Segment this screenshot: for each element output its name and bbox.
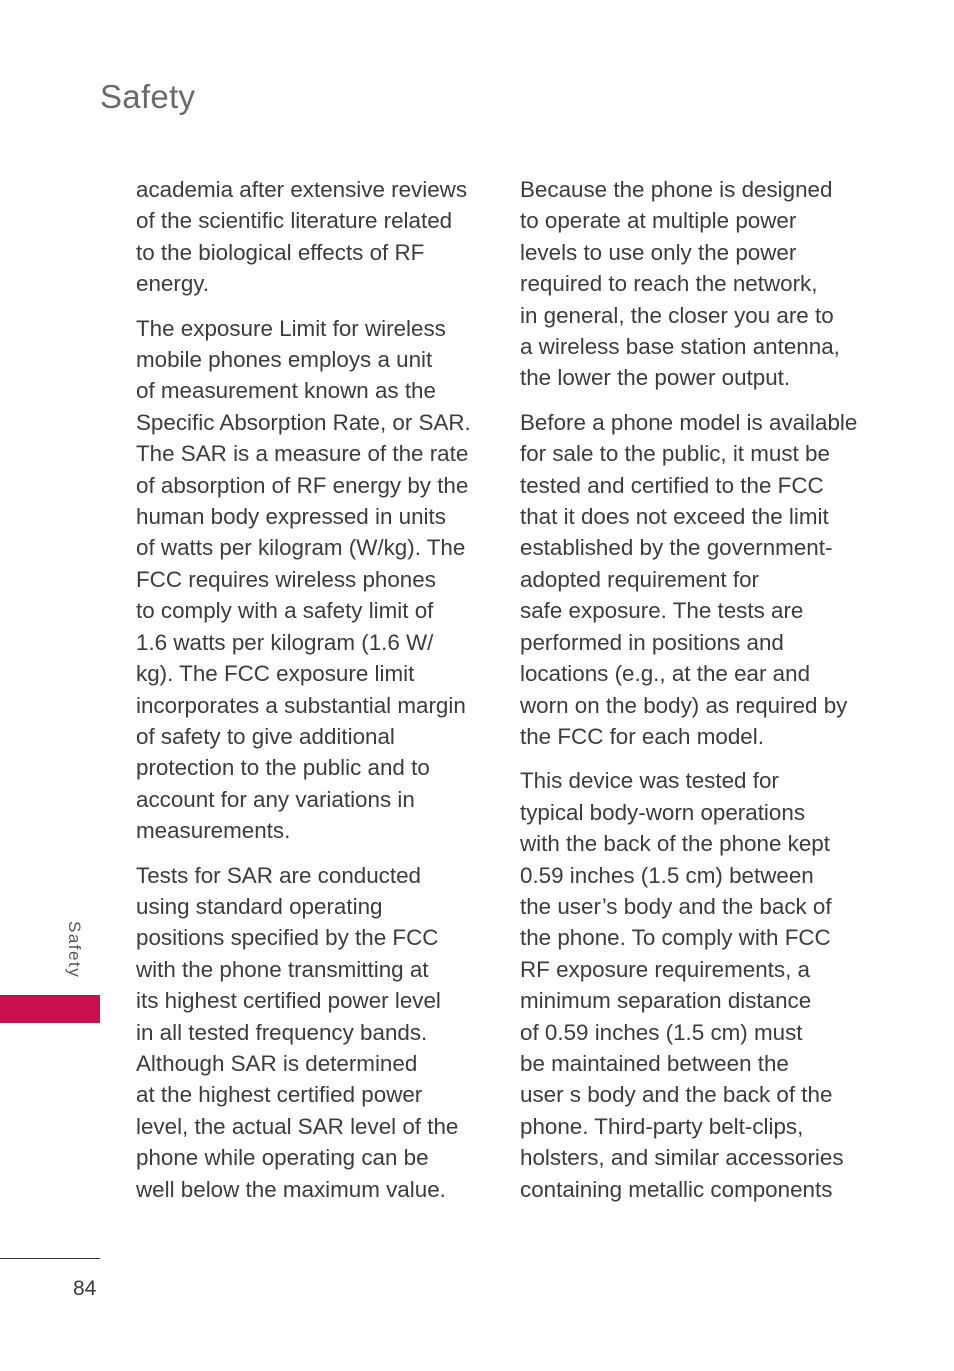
- page-title: Safety: [100, 78, 196, 115]
- footer-divider: [0, 1258, 100, 1259]
- paragraph-sar-tests: Tests for SAR are conducted using standard operating positions specified by the FCC with the phone transmitting at its highest certified power level in all tested frequency bands. Although SAR is determined at the highest certified power level, the actual SAR level of the phone while operating can be well below the maximum value.: [136, 862, 459, 1202]
- page-number: 84: [73, 1277, 97, 1300]
- paragraph-body-worn: This device was tested for typical body-worn operations with the back of the phone kept 0.59 inches (1.5 cm) between the user’s body and the back of the phone. To comply with FCC RF exposure requirements, a minimum separation distance of 0.59 inches (1.5 cm) must be maintained between the user s body and the back of the phone. Third-party belt-clips, holsters, and similar accessories containing metallic components: [520, 768, 844, 1202]
- left-column: [136, 174, 488, 1218]
- right-column: [520, 174, 872, 1218]
- section-side-label: Safety: [65, 921, 84, 979]
- paragraph-academia: academia after extensive reviews of the scientific literature related to the biological effects of RF energy.: [136, 177, 468, 297]
- section-tab-marker: [0, 995, 100, 1023]
- paragraph-certification: Before a phone model is available for sale to the public, it must be tested and certified to the FCC that it does not exceed the limit established by the government- adopted requirement for safe exposure. The tests are performed in positions and locations (e.g., at the ear and worn on the body) as required by the FCC for each model.: [520, 409, 858, 749]
- paragraph-exposure-limit: The exposure Limit for wireless mobile phones employs a unit of measurement known as the Specific Absorption Rate, or SAR. The SAR is a measure of the rate of absorption of RF energy by the human body expressed in units of watts per kilogram (W/kg). The FCC requires wireless phones to comply with a safety limit of 1.6 watts per kilogram (1.6 W/ kg). The FCC exposure limit incorporates a substantial margin of safety to give additional protection to the public and to account for any variations in measurements.: [136, 315, 471, 844]
- paragraph-power-levels: Because the phone is designed to operate at multiple power levels to use only the power required to reach the network, in general, the closer you are to a wireless base station antenna, the lower the power output.: [520, 177, 840, 391]
